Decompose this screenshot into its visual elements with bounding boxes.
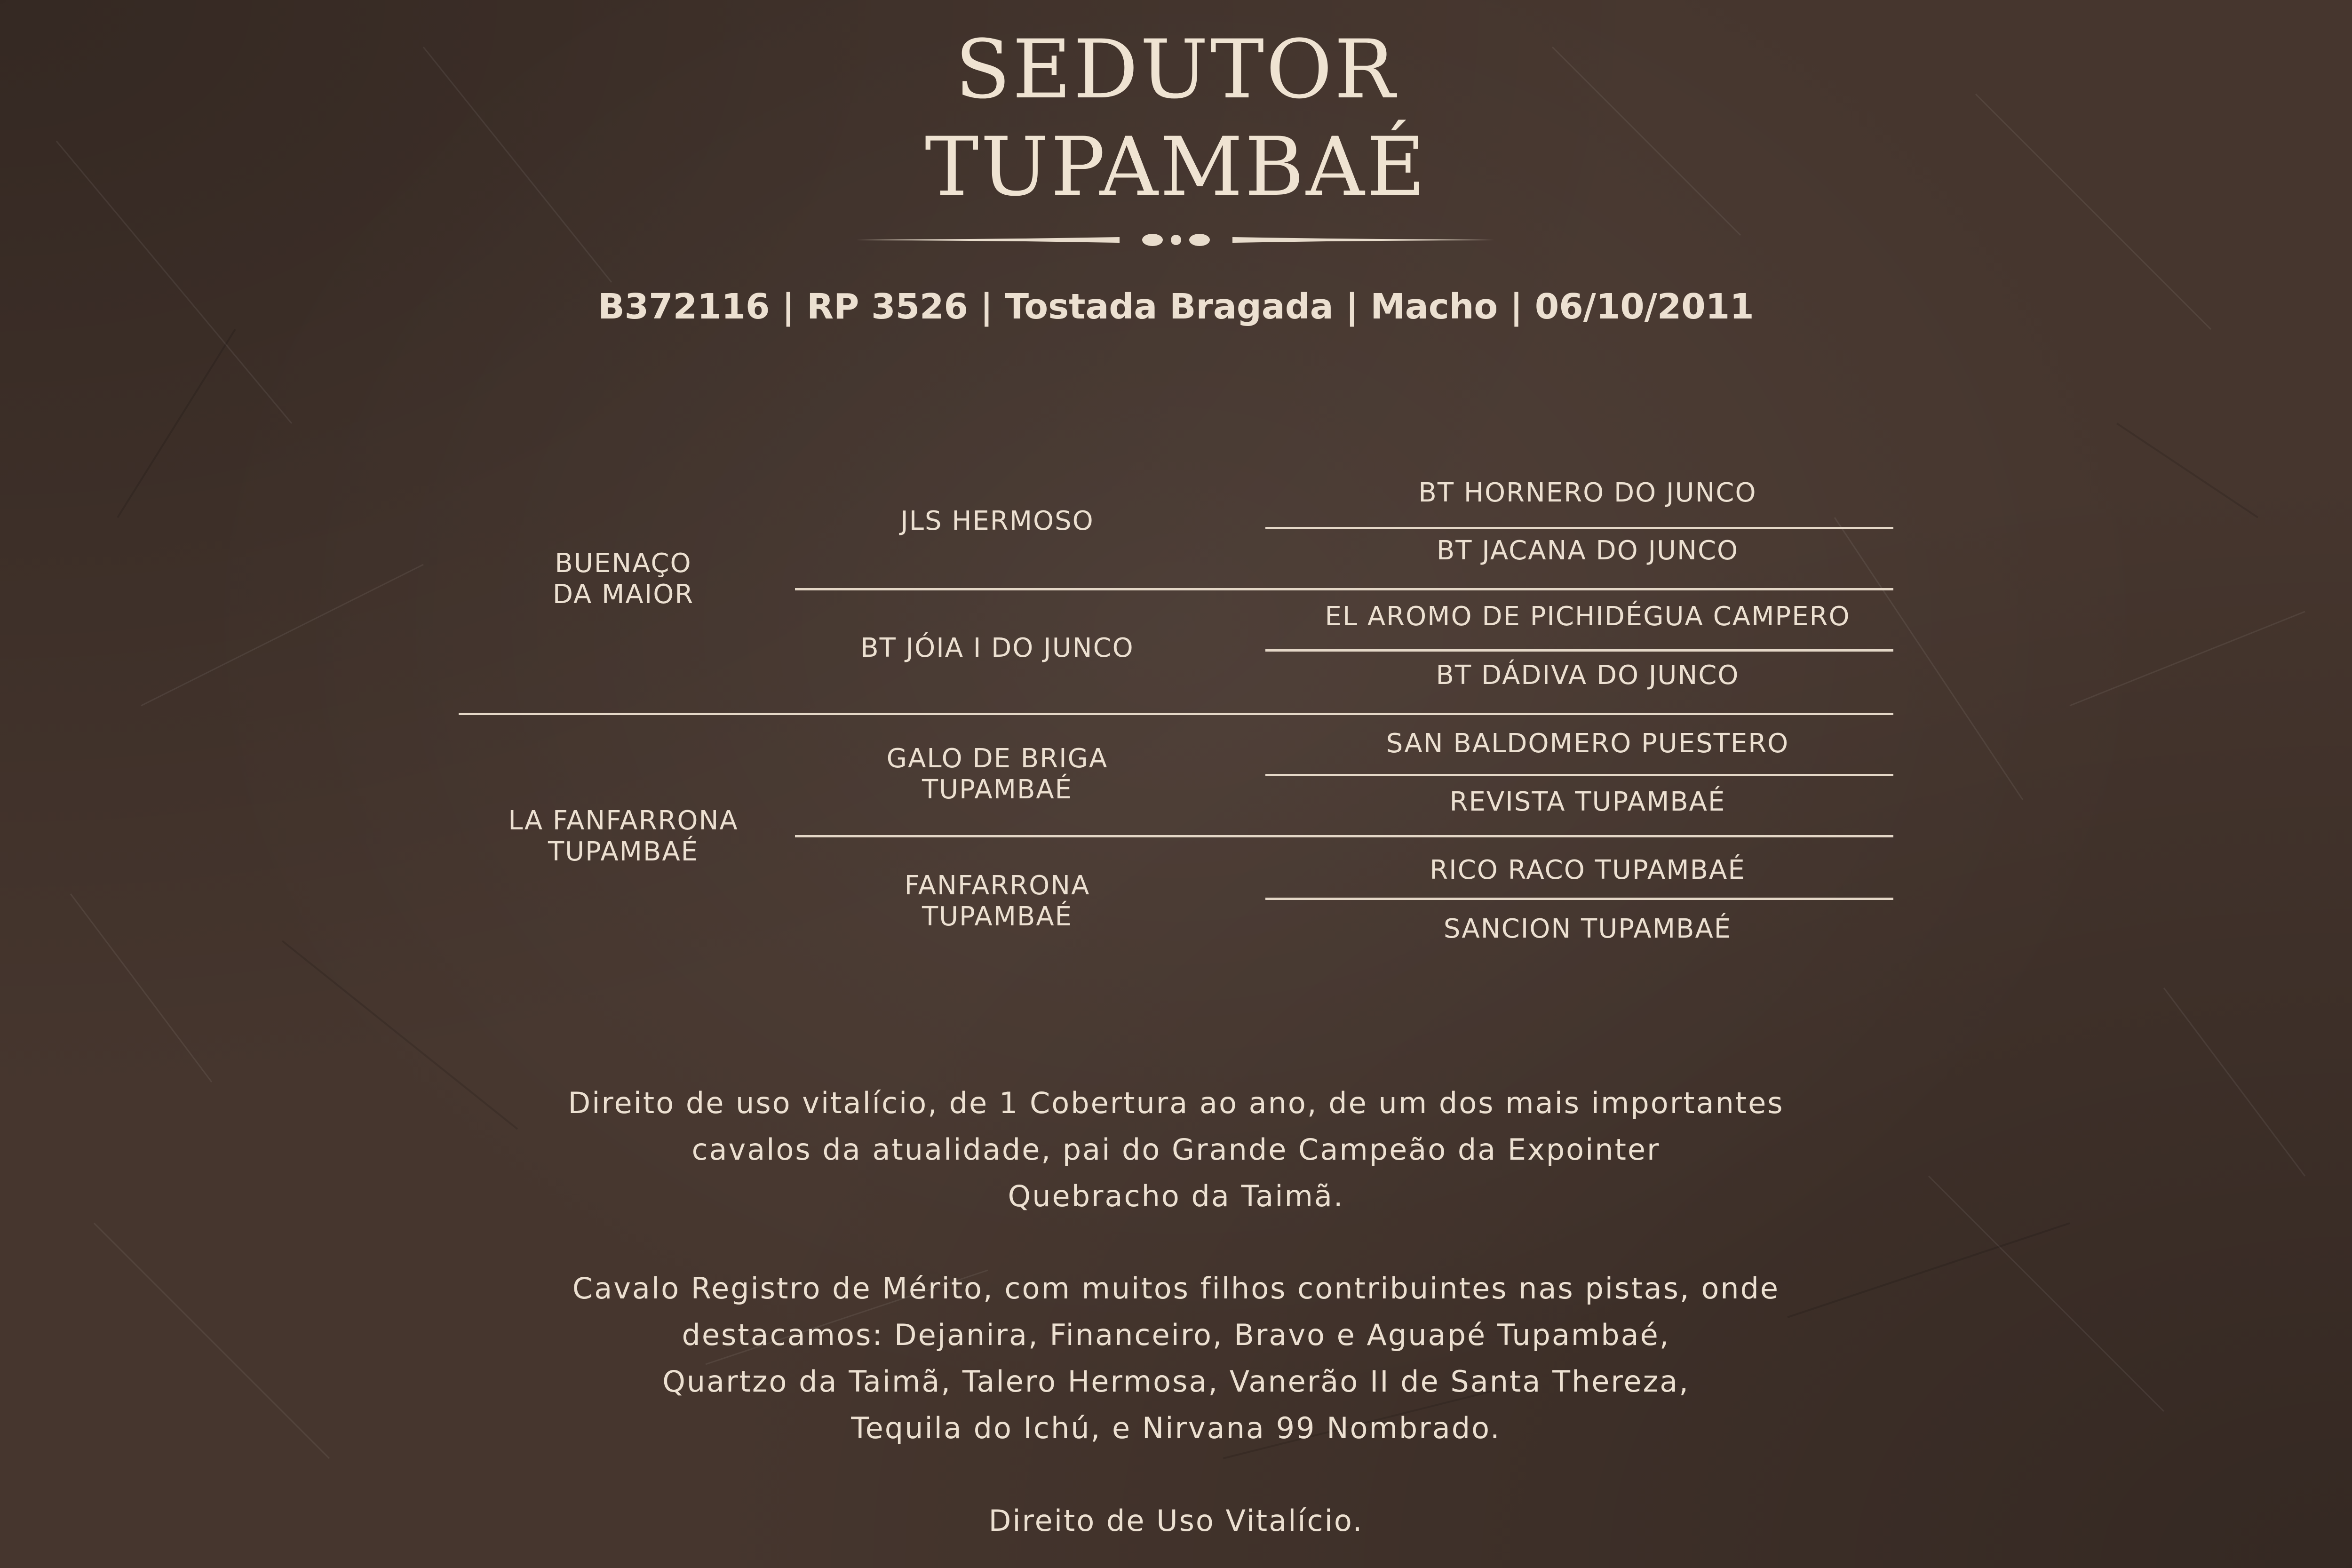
sire-name-line-2: DA MAIOR xyxy=(552,579,694,610)
maternal-grandsire-name-line-2: TUPAMBAÉ xyxy=(922,774,1073,805)
registration-details: B372116 | RP 3526 | Tostada Bragada | Macho | 06/10/2011 xyxy=(598,287,1754,327)
dam-name-line-1: LA FANFARRONA xyxy=(508,805,739,836)
paternal-granddam xyxy=(809,633,1185,664)
maternal-granddam-name-line-2: TUPAMBAÉ xyxy=(922,901,1073,932)
paternal-grandsire xyxy=(809,506,1185,537)
paragraph-3-line: Direito de Uso Vitalício. xyxy=(988,1504,1364,1538)
paragraph-1-line: Direito de uso vitalício, de 1 Cobertura ao ano, de um dos mais importantes xyxy=(568,1086,1784,1120)
great-grandparent-4: BT DÁDIVA DO JUNCO xyxy=(1436,660,1740,691)
paragraph-1-line: Quebracho da Taimã. xyxy=(1008,1179,1344,1213)
pedigree-divider xyxy=(1265,774,1893,776)
pedigree-divider xyxy=(1265,527,1893,529)
horse-name-line-1: SEDUTOR xyxy=(955,22,1397,117)
great-grandparent-3: EL AROMO DE PICHIDÉGUA CAMPERO xyxy=(1325,601,1851,632)
great-grandparent-6: REVISTA TUPAMBAÉ xyxy=(1449,787,1726,817)
paragraph-2-line: Quartzo da Taimã, Talero Hermosa, Vanerão II de Santa Thereza, xyxy=(662,1364,1690,1399)
dam-name-line-2: TUPAMBAÉ xyxy=(548,836,699,867)
great-grandparent-1: BT HORNERO DO JUNCO xyxy=(1418,478,1757,508)
sire-name-line-1: BUENAÇO xyxy=(555,548,692,579)
paragraph-2-line: Tequila do Ichú, e Nirvana 99 Nombrado. xyxy=(851,1411,1501,1445)
sire xyxy=(459,548,788,610)
pedigree-divider xyxy=(1265,649,1893,652)
great-grandparent-7: RICO RACO TUPAMBAÉ xyxy=(1430,855,1746,885)
great-grandparent-5: SAN BALDOMERO PUESTERO xyxy=(1386,728,1789,759)
description-paragraph-2 xyxy=(282,1265,2070,1451)
maternal-granddam-name-line-1: FANFARRONA xyxy=(904,870,1090,901)
great-grandparent-2: BT JACANA DO JUNCO xyxy=(1436,535,1739,566)
paternal-grandsire-name: JLS HERMOSO xyxy=(900,506,1094,536)
description-paragraph-1 xyxy=(282,1080,2070,1219)
pedigree-divider xyxy=(1265,898,1893,900)
description-paragraph-3 xyxy=(282,1497,2070,1544)
horse-name-line-2: TUPAMBAÉ xyxy=(924,119,1428,214)
pedigree-divider xyxy=(795,588,1893,590)
great-grandparent-8: SANCION TUPAMBAÉ xyxy=(1443,914,1732,944)
pedigree-divider xyxy=(795,835,1893,837)
maternal-grandsire xyxy=(809,743,1185,805)
paragraph-2-line: Cavalo Registro de Mérito, com muitos filhos contribuintes nas pistas, onde xyxy=(572,1271,1780,1305)
maternal-grandsire-name-line-1: GALO DE BRIGA xyxy=(886,743,1108,774)
pedigree-divider xyxy=(459,713,1893,715)
maternal-granddam xyxy=(809,870,1185,932)
paternal-granddam-name: BT JÓIA I DO JUNCO xyxy=(860,633,1134,663)
dam xyxy=(459,805,788,868)
paragraph-1-line: cavalos da atualidade, pai do Grande Campeão da Expointer xyxy=(691,1132,1661,1167)
ornament-divider-icon xyxy=(856,225,1496,255)
paragraph-2-line: destacamos: Dejanira, Financeiro, Bravo e Aguapé Tupambaé, xyxy=(682,1318,1670,1352)
